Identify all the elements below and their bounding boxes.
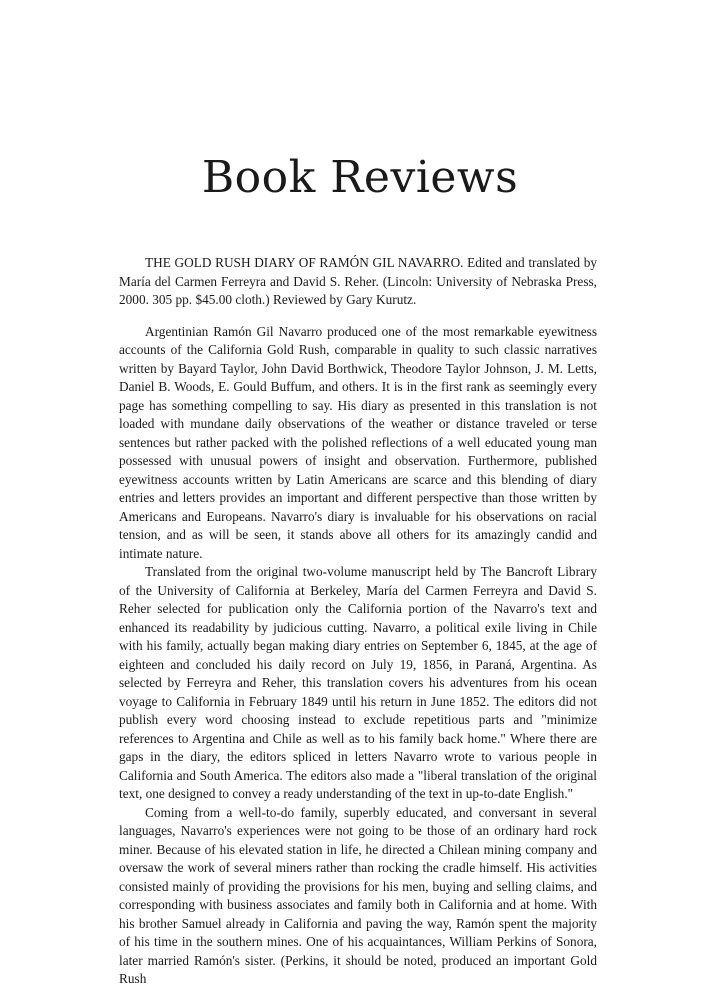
review-paragraph: Argentinian Ramón Gil Navarro produced one of the most remarkable eyewitness accounts of the California Gold Rush, comparable in quality to such classic narratives written by Bayard Taylor, John David Borthwick, Theodore Taylor Johnson, J. M. Letts, Daniel B. Woods, E. Gould Buffum, and others. It is in the first rank as seemingly every page has something compelling to say. His diary as presented in this translation is not loaded with mundane daily observations of the weather or distance traveled or terse sentences but rather packed with the polished reflections of a well educated young man possessed with unusual powers of insight and observation. Furthermore, published eyewitness accounts written by Latin Americans are scarce and this blending of diary entries and letters provides an important and different perspective than those written by Americans and Europeans. Navarro's diary is invaluable for his observations on racial tension, and as will be seen, it stands above all others for its amazingly candid and intimate nature. [119,323,597,561]
section-title: Book Reviews [201,152,519,203]
book-citation: THE GOLD RUSH DIARY OF RAMÓN GIL NAVARRO. Edited and translated by María del Carmen Ferreyra and David S. Reher. (Lincoln: University of Nebraska Press, 2000. 305 pp. $45.00 cloth.) Reviewed by Gary Kurutz. [119,255,597,307]
review-paragraph: Translated from the original two-volume manuscript held by The Bancroft Library of the University of California at Berkeley, María del Carmen Ferreyra and David S. Reher selected for publication only the California portion of the Navarro's text and enhanced its readability by judicious cutting. Navarro, a political exile living in Chile with his family, actually began making diary entries on September 6, 1845, at the age of eighteen and concluded his daily record on July 19, 1856, in Paraná, Argentina. As selected by Ferreyra and Reher, this translation covers his adventures from his ocean voyage to California in February 1849 until his return in June 1852. The editors did not publish every word choosing instead to exclude repetitious parts and "minimize references to Argentina and Chile as well as to his family back home." Where there are gaps in the diary, the editors spliced in letters Navarro wrote to various people in California and South America. The editors also made a "liberal translation of the original text, one designed to convey a ready understanding of the text in up-to-date English." [119,564,597,801]
review-body [119,254,597,989]
review-paragraph: Coming from a well-to-do family, superbly educated, and conversant in several languages, Navarro's experiences were not going to be those of an ordinary hard rock miner. Because of his elevated station in life, he directed a Chilean mining company and oversaw the work of several miners rather than rocking the cradle himself. His activities consisted mainly of providing the provisions for his men, buying and selling claims, and corresponding with business associates and family both in California and at home. With his brother Samuel already in California and paving the way, Ramón spent the majority of his time in the southern mines. One of his acquaintances, William Perkins of Sonora, later married Ramón's sister. (Perkins, it should be noted, produced an important Gold Rush [119,804,597,986]
